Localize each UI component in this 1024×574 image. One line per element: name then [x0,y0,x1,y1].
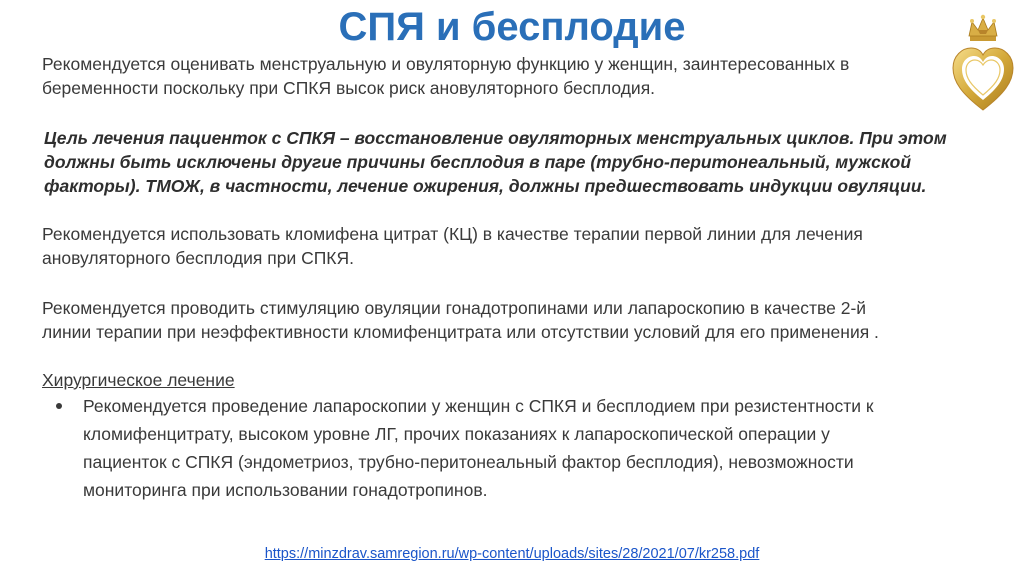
paragraph-clomiphene [42,222,863,270]
paragraph-line: беременности поскольку при СПКЯ высок риск ановуляторного бесплодия. [42,78,656,98]
paragraph-second-line [42,296,879,344]
surgical-heading: Хирургическое лечение [42,370,235,390]
bullet-dot-icon [56,403,62,409]
paragraph-line: Рекомендуется использовать кломифена цитрат (КЦ) в качестве терапии первой линии для лечения [42,224,863,244]
paragraph-line: Рекомендуется проводить стимуляцию овуляции гонадотропинами или лапароскопию в качестве 2-й [42,298,867,318]
bullet-line: пациенток с СПКЯ (эндометриоз, трубно-перитонеальный фактор бесплодия), невозможности [83,452,854,472]
crowned-heart-logo-icon [950,10,1016,118]
list-item [42,392,874,504]
paragraph-line: ановуляторного бесплодия при СПКЯ. [42,248,354,268]
source-link-text[interactable]: https://minzdrav.samregion.ru/wp-content/uploads/sites/28/2021/07/kr258.pdf [264,546,760,562]
bullet-line: мониторинга при использовании гонадотропинов. [83,480,488,500]
paragraph-line: должны быть исключены другие причины бесплодия в паре (трубно-перитонеальный, мужской [44,152,912,172]
bullet-line: Рекомендуется проведение лапароскопии у женщин с СПКЯ и бесплодием при резистентности к [83,396,874,416]
bullet-line: кломифенцитрату, высоком уровне ЛГ, прочих показаниях к лапароскопической операции у [83,424,830,444]
slide-title: СПЯ и бесплодие [338,5,686,49]
source-link[interactable] [0,544,1024,564]
paragraph-line: Цель лечения пациенток с СПКЯ – восстановление овуляторных менструальных циклов. При этом [44,128,947,148]
paragraph-line: линии терапии при неэффективности кломифенцитрата или отсутствии условий для его применения . [42,322,879,342]
surgical-bullet-list [42,392,874,504]
paragraph-treatment-goal [44,126,947,198]
paragraph-assessment [42,52,849,100]
paragraph-line: Рекомендуется оценивать менструальную и овуляторную функцию у женщин, заинтересованных в [42,54,850,74]
paragraph-line: факторы). ТМОЖ, в частности, лечение ожирения, должны предшествовать индукции овуляции. [44,176,927,196]
